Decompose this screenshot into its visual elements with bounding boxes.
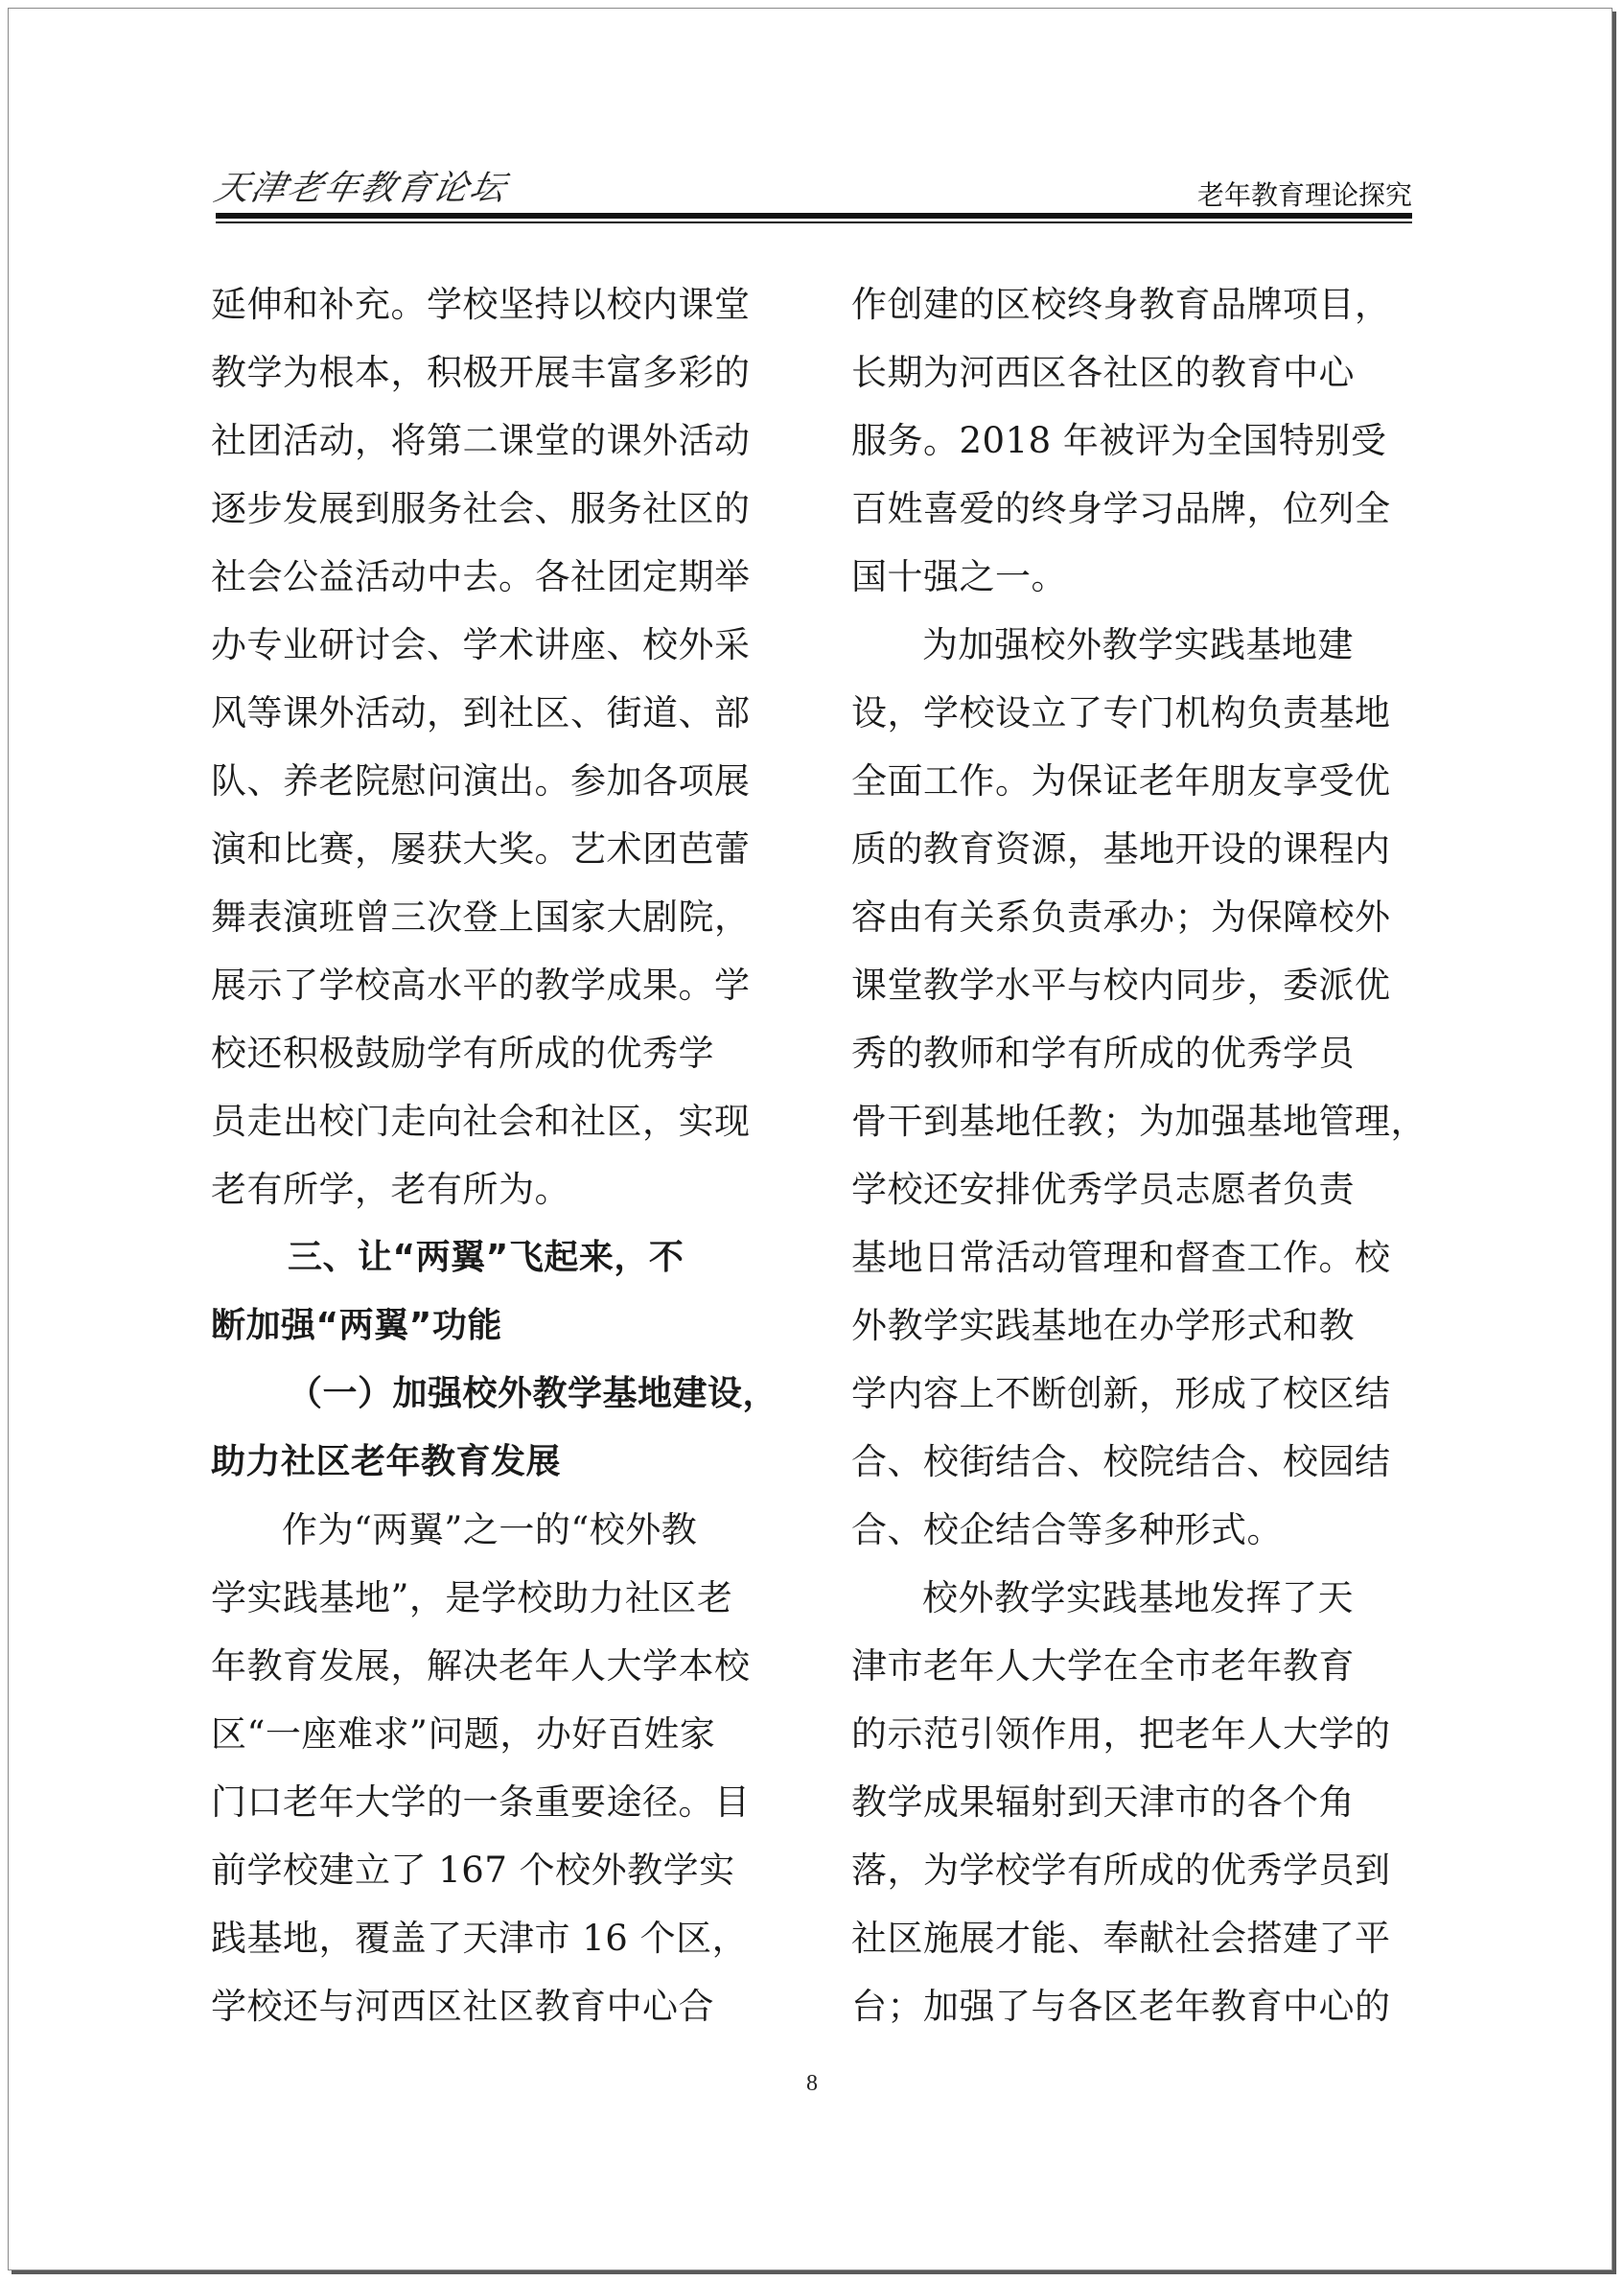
- text-line: 全面工作。为保证老年朋友享受优: [851, 760, 1391, 802]
- text-line: 校还积极鼓励学有所成的优秀学: [211, 1033, 714, 1074]
- text-line: 前学校建立了 167 个校外教学实: [211, 1850, 735, 1891]
- text-line: 台；加强了与各区老年教育中心的: [851, 1986, 1391, 2027]
- text-line: 逐步发展到服务社会、服务社区的: [211, 488, 751, 529]
- text-line: 队、养老院慰问演出。参加各项展: [211, 760, 751, 802]
- section-heading: 断加强“两翼”功能: [211, 1306, 502, 1345]
- text-line: 的示范引领作用，把老年人大学的: [851, 1713, 1391, 1755]
- right-column: [851, 270, 1427, 2040]
- text-line: 为加强校外教学实践基地建: [922, 624, 1354, 665]
- text-line: 合、校街结合、校院结合、校园结: [851, 1441, 1391, 1482]
- text-line: 质的教育资源，基地开设的课程内: [851, 828, 1391, 870]
- text-line: 社区施展才能、奉献社会搭建了平: [851, 1918, 1391, 1959]
- header-rule-thin: [216, 221, 1412, 223]
- text-line: 长期为河西区各社区的教育中心: [851, 352, 1355, 393]
- text-line: 合、校企结合等多种形式。: [851, 1509, 1283, 1550]
- text-line: 落，为学校学有所成的优秀学员到: [851, 1850, 1391, 1891]
- text-line: 课堂教学水平与校内同步，委派优: [851, 965, 1391, 1006]
- text-line: 演和比赛，屡获大奖。艺术团芭蕾: [211, 828, 751, 870]
- text-line: 国十强之一。: [851, 556, 1067, 597]
- section-title: 老年教育理论探究: [1196, 179, 1412, 211]
- text-line: 区“一座难求”问题，办好百姓家: [211, 1713, 716, 1755]
- text-line: 百姓喜爱的终身学习品牌，位列全: [851, 488, 1391, 529]
- text-line: 延伸和补充。学校坚持以校内课堂: [211, 284, 751, 325]
- text-line: 教学成果辐射到天津市的各个角: [851, 1781, 1355, 1823]
- text-line: 基地日常活动管理和督查工作。校: [851, 1237, 1391, 1278]
- text-line: 学校还与河西区社区教育中心合: [211, 1986, 714, 2027]
- text-line: 学校还安排优秀学员志愿者负责: [851, 1169, 1355, 1210]
- text-line: 学内容上不断创新，形成了校区结: [851, 1373, 1391, 1414]
- journal-logo: 天津老年教育论坛: [211, 169, 511, 208]
- text-line: 作为“两翼”之一的“校外教: [282, 1509, 698, 1550]
- text-line: 秀的教师和学有所成的优秀学员: [851, 1033, 1355, 1074]
- text-line: 办专业研讨会、学术讲座、校外采: [211, 624, 751, 665]
- text-line: 津市老年人大学在全市老年教育: [851, 1645, 1355, 1687]
- text-line: 容由有关系负责承办；为保障校外: [851, 896, 1391, 938]
- text-line: 舞表演班曾三次登上国家大剧院，: [211, 896, 751, 938]
- text-line: 老有所学，老有所为。: [211, 1169, 570, 1210]
- subsection-heading: （一）加强校外教学基地建设，: [288, 1374, 778, 1413]
- text-line: 践基地，覆盖了天津市 16 个区，: [211, 1918, 749, 1959]
- text-line: 设，学校设立了专门机构负责基地: [851, 692, 1391, 733]
- text-line: 社团活动，将第二课堂的课外活动: [211, 420, 751, 461]
- subsection-heading: 助力社区老年教育发展: [211, 1442, 562, 1481]
- text-line: 教学为根本，积极开展丰富多彩的: [211, 352, 751, 393]
- text-line: 骨干到基地任教；为加强基地管理，: [851, 1101, 1427, 1142]
- text-line: 门口老年大学的一条重要途径。目: [211, 1781, 751, 1823]
- running-header: [211, 161, 1412, 219]
- text-line: 作创建的区校终身教育品牌项目，: [851, 284, 1391, 325]
- left-column: [211, 270, 786, 2040]
- text-line: 服务。2018 年被评为全国特别受: [851, 420, 1387, 461]
- text-line: 年教育发展，解决老年人大学本校: [211, 1645, 751, 1687]
- text-line: 风等课外活动，到社区、街道、部: [211, 692, 751, 733]
- section-heading: 三、让“两翼”飞起来，不: [288, 1238, 684, 1277]
- text-line: 员走出校门走向社会和社区，实现: [211, 1101, 751, 1142]
- text-line: 社会公益活动中去。各社团定期举: [211, 556, 751, 597]
- text-line: 校外教学实践基地发挥了天: [922, 1577, 1354, 1618]
- text-line: 外教学实践基地在办学形式和教: [851, 1305, 1355, 1346]
- text-line: 学实践基地”，是学校助力社区老: [211, 1577, 733, 1618]
- page-number: 8: [806, 2071, 818, 2096]
- header-rule-thick: [216, 213, 1412, 219]
- text-line: 展示了学校高水平的教学成果。学: [211, 965, 751, 1006]
